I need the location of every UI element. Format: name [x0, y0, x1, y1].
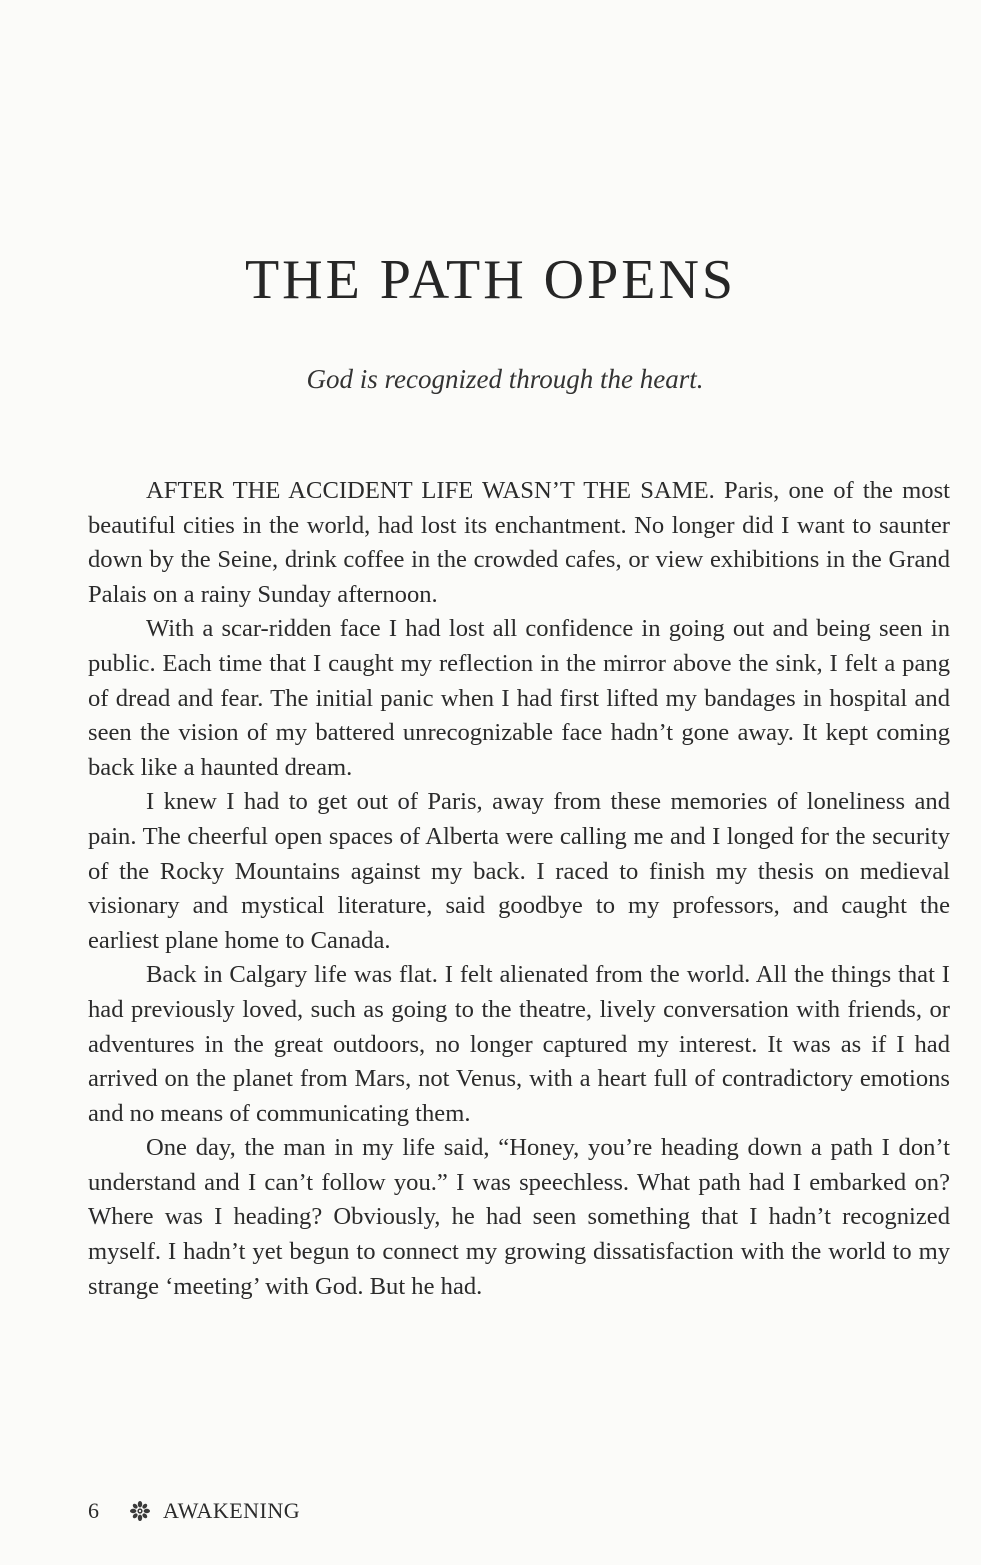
paragraph: AFTER THE ACCIDENT LIFE WASN’T THE SAME. Paris, one of the most beautiful cities in the world, had lost its enchantment. No longer did I want to saunter down by the Seine, drink coffee in the crowded cafes, or view exhibitions in the Grand Palais on a rainy Sunday afternoon. — [88, 477, 950, 608]
running-head: AWAKENING — [163, 1498, 301, 1523]
paragraph: With a scar-ridden face I had lost all confidence in going out and being seen in public. Each time that I caught my reflection in the mirror above the sink, I felt a pang of dread and fear. The initial panic when I had first lifted my bandages in hospital and seen the vision of my battered unrecognizable face hadn’t gone away. It kept coming back like a haunted dream. — [88, 615, 950, 781]
epigraph: God is recognized through the heart. — [306, 364, 704, 394]
body-text — [88, 474, 950, 1304]
paragraph: Back in Calgary life was flat. I felt alienated from the world. All the things that I had previously loved, such as going to the theatre, lively conversation with friends, or adventures in the great outdoors, no longer captured my interest. It was as if I had arrived on the planet from Mars, not Venus, with a heart full of contradictory emotions and no means of communicating them. — [88, 961, 950, 1127]
chapter-title: THE PATH OPENS — [244, 249, 737, 311]
paragraph: I knew I had to get out of Paris, away from these memories of loneliness and pain. The cheerful open spaces of Alberta were calling me and I longed for the security of the Rocky Mountains against my back. I raced to finish my thesis on medieval visionary and mystical literature, said goodbye to my professors, and caught the earliest plane home to Canada. — [88, 788, 950, 954]
page-number: 6 — [88, 1498, 99, 1523]
page-footer — [88, 1498, 300, 1524]
paragraph: One day, the man in my life said, “Honey, you’re heading down a path I don’t understand and I can’t follow you.” I was speechless. What path had I embarked on? Where was I heading? Obviously, he had seen something that I hadn’t recognized myself. I hadn’t yet begun to connect my growing dissatisfaction with the world to my strange ‘meeting’ with God. But he had. — [88, 1134, 950, 1300]
flower-ornament-icon — [129, 1500, 151, 1522]
